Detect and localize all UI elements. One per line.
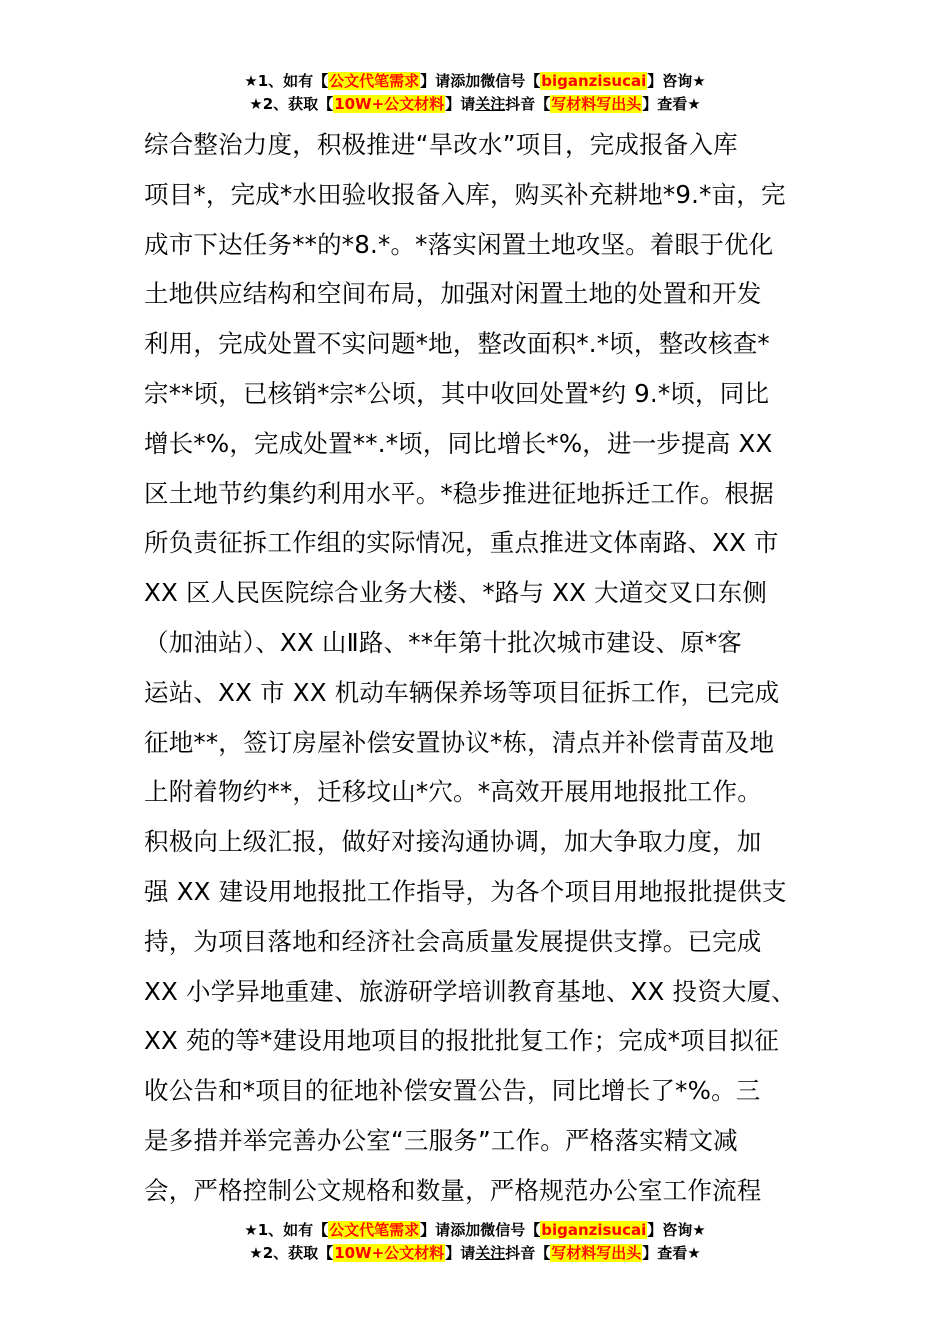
banner-text: 微信号【	[480, 72, 541, 90]
text-line: 成市下达任务**的*8.*。*落实闲置土地攻坚。着眼于优化	[144, 229, 774, 259]
text-line: 持，为项目落地和经济社会高质量发展提供支撑。已完成	[144, 926, 762, 956]
banner-highlight: 公文代笔需求	[329, 1221, 420, 1239]
banner-text: ★1、如有【	[244, 72, 329, 90]
document-body	[144, 120, 812, 1216]
text-line: 增长*%，完成处置**.*顷，同比增长*%，进一步提高 XX	[144, 428, 773, 458]
banner-text: ★2、获取【	[249, 1244, 334, 1262]
text-line: XX 苑的等*建设用地项目的报批批复工作；完成*项目拟征	[144, 1026, 779, 1056]
text-line: 土地供应结构和空间布局，加强对闲置土地的处置和开发	[144, 279, 762, 309]
banner-highlight: biganzisucai	[541, 1221, 647, 1239]
text-line: 积极向上级汇报，做好对接沟通协调，加大争取力度，加	[144, 827, 762, 857]
banner-highlight: 写材料写出头	[551, 95, 642, 113]
banner-text: 抖音【	[505, 95, 551, 113]
text-line: 综合整治力度，积极推进“旱改水”项目，完成报备入库	[144, 130, 738, 159]
banner-text: 】请	[445, 95, 476, 113]
text-line: 区土地节约集约利用水平。*稳步推进征地拆迁工作。根据	[144, 478, 774, 508]
banner-emphasis: 添加	[450, 1221, 481, 1239]
text-line: XX 区人民医院综合业务大楼、*路与 XX 大道交叉口东侧	[144, 578, 768, 608]
banner-highlight: 公文代笔需求	[329, 72, 420, 90]
text-line: 收公告和*项目的征地补偿安置公告，同比增长了*%。三	[144, 1076, 761, 1106]
banner-emphasis: 添加	[450, 72, 481, 90]
text-line: 是多措并举完善办公室“三服务”工作。严格落实精文减	[144, 1125, 738, 1155]
banner-line-1	[0, 70, 950, 93]
text-line: 项目*，完成*水田验收报备入库，购买补充耕地*9.*亩，完	[144, 179, 786, 209]
banner-line-2	[0, 93, 950, 116]
text-line: 强 XX 建设用地报批工作指导，为各个项目用地报批提供支	[144, 876, 787, 906]
banner-text: 】咨询★	[647, 1221, 706, 1239]
banner-highlight: 10W+公文材料	[334, 95, 445, 113]
banner-emphasis: 关注	[475, 1244, 506, 1262]
text-line: 会，严格控制公文规格和数量，严格规范办公室工作流程	[144, 1175, 762, 1205]
banner-line-2	[0, 1242, 950, 1265]
footer-banner	[0, 1219, 950, 1265]
text-line: 宗**顷，已核销*宗*公顷，其中收回处置*约 9.*顷，同比	[144, 378, 770, 408]
banner-highlight: 10W+公文材料	[334, 1244, 445, 1262]
text-line: 运站、XX 市 XX 机动车辆保养场等项目征拆工作，已完成	[144, 677, 780, 707]
banner-text: ★2、获取【	[249, 95, 334, 113]
text-line: 利用，完成处置不实问题*地，整改面积*.*顷，整改核查*	[144, 329, 770, 359]
text-line: XX 小学异地重建、旅游研学培训教育基地、XX 投资大厦、	[144, 976, 797, 1006]
banner-line-1	[0, 1219, 950, 1242]
text-line: （加油站）、XX 山Ⅱ路、**年第十批次城市建设、原*客	[144, 627, 743, 657]
banner-text: 抖音【	[505, 1244, 551, 1262]
banner-highlight: biganzisucai	[541, 72, 647, 90]
banner-text: 】请	[445, 1244, 476, 1262]
text-line: 征地**，签订房屋补偿安置协议*栋，清点并补偿青苗及地	[144, 727, 775, 757]
banner-text: 】查看★	[642, 95, 701, 113]
banner-text: ★1、如有【	[244, 1221, 329, 1239]
banner-text: 】查看★	[642, 1244, 701, 1262]
banner-text: 微信号【	[480, 1221, 541, 1239]
banner-highlight: 写材料写出头	[551, 1244, 642, 1262]
text-line: 上附着物约**，迁移坟山*穴。*高效开展用地报批工作。	[144, 777, 762, 807]
header-banner	[0, 70, 950, 116]
banner-text: 】咨询★	[647, 72, 706, 90]
banner-emphasis: 关注	[475, 95, 506, 113]
banner-text: 】请	[420, 1221, 451, 1239]
text-line: 所负责征拆工作组的实际情况，重点推进文体南路、XX 市	[144, 528, 779, 558]
banner-text: 】请	[420, 72, 451, 90]
